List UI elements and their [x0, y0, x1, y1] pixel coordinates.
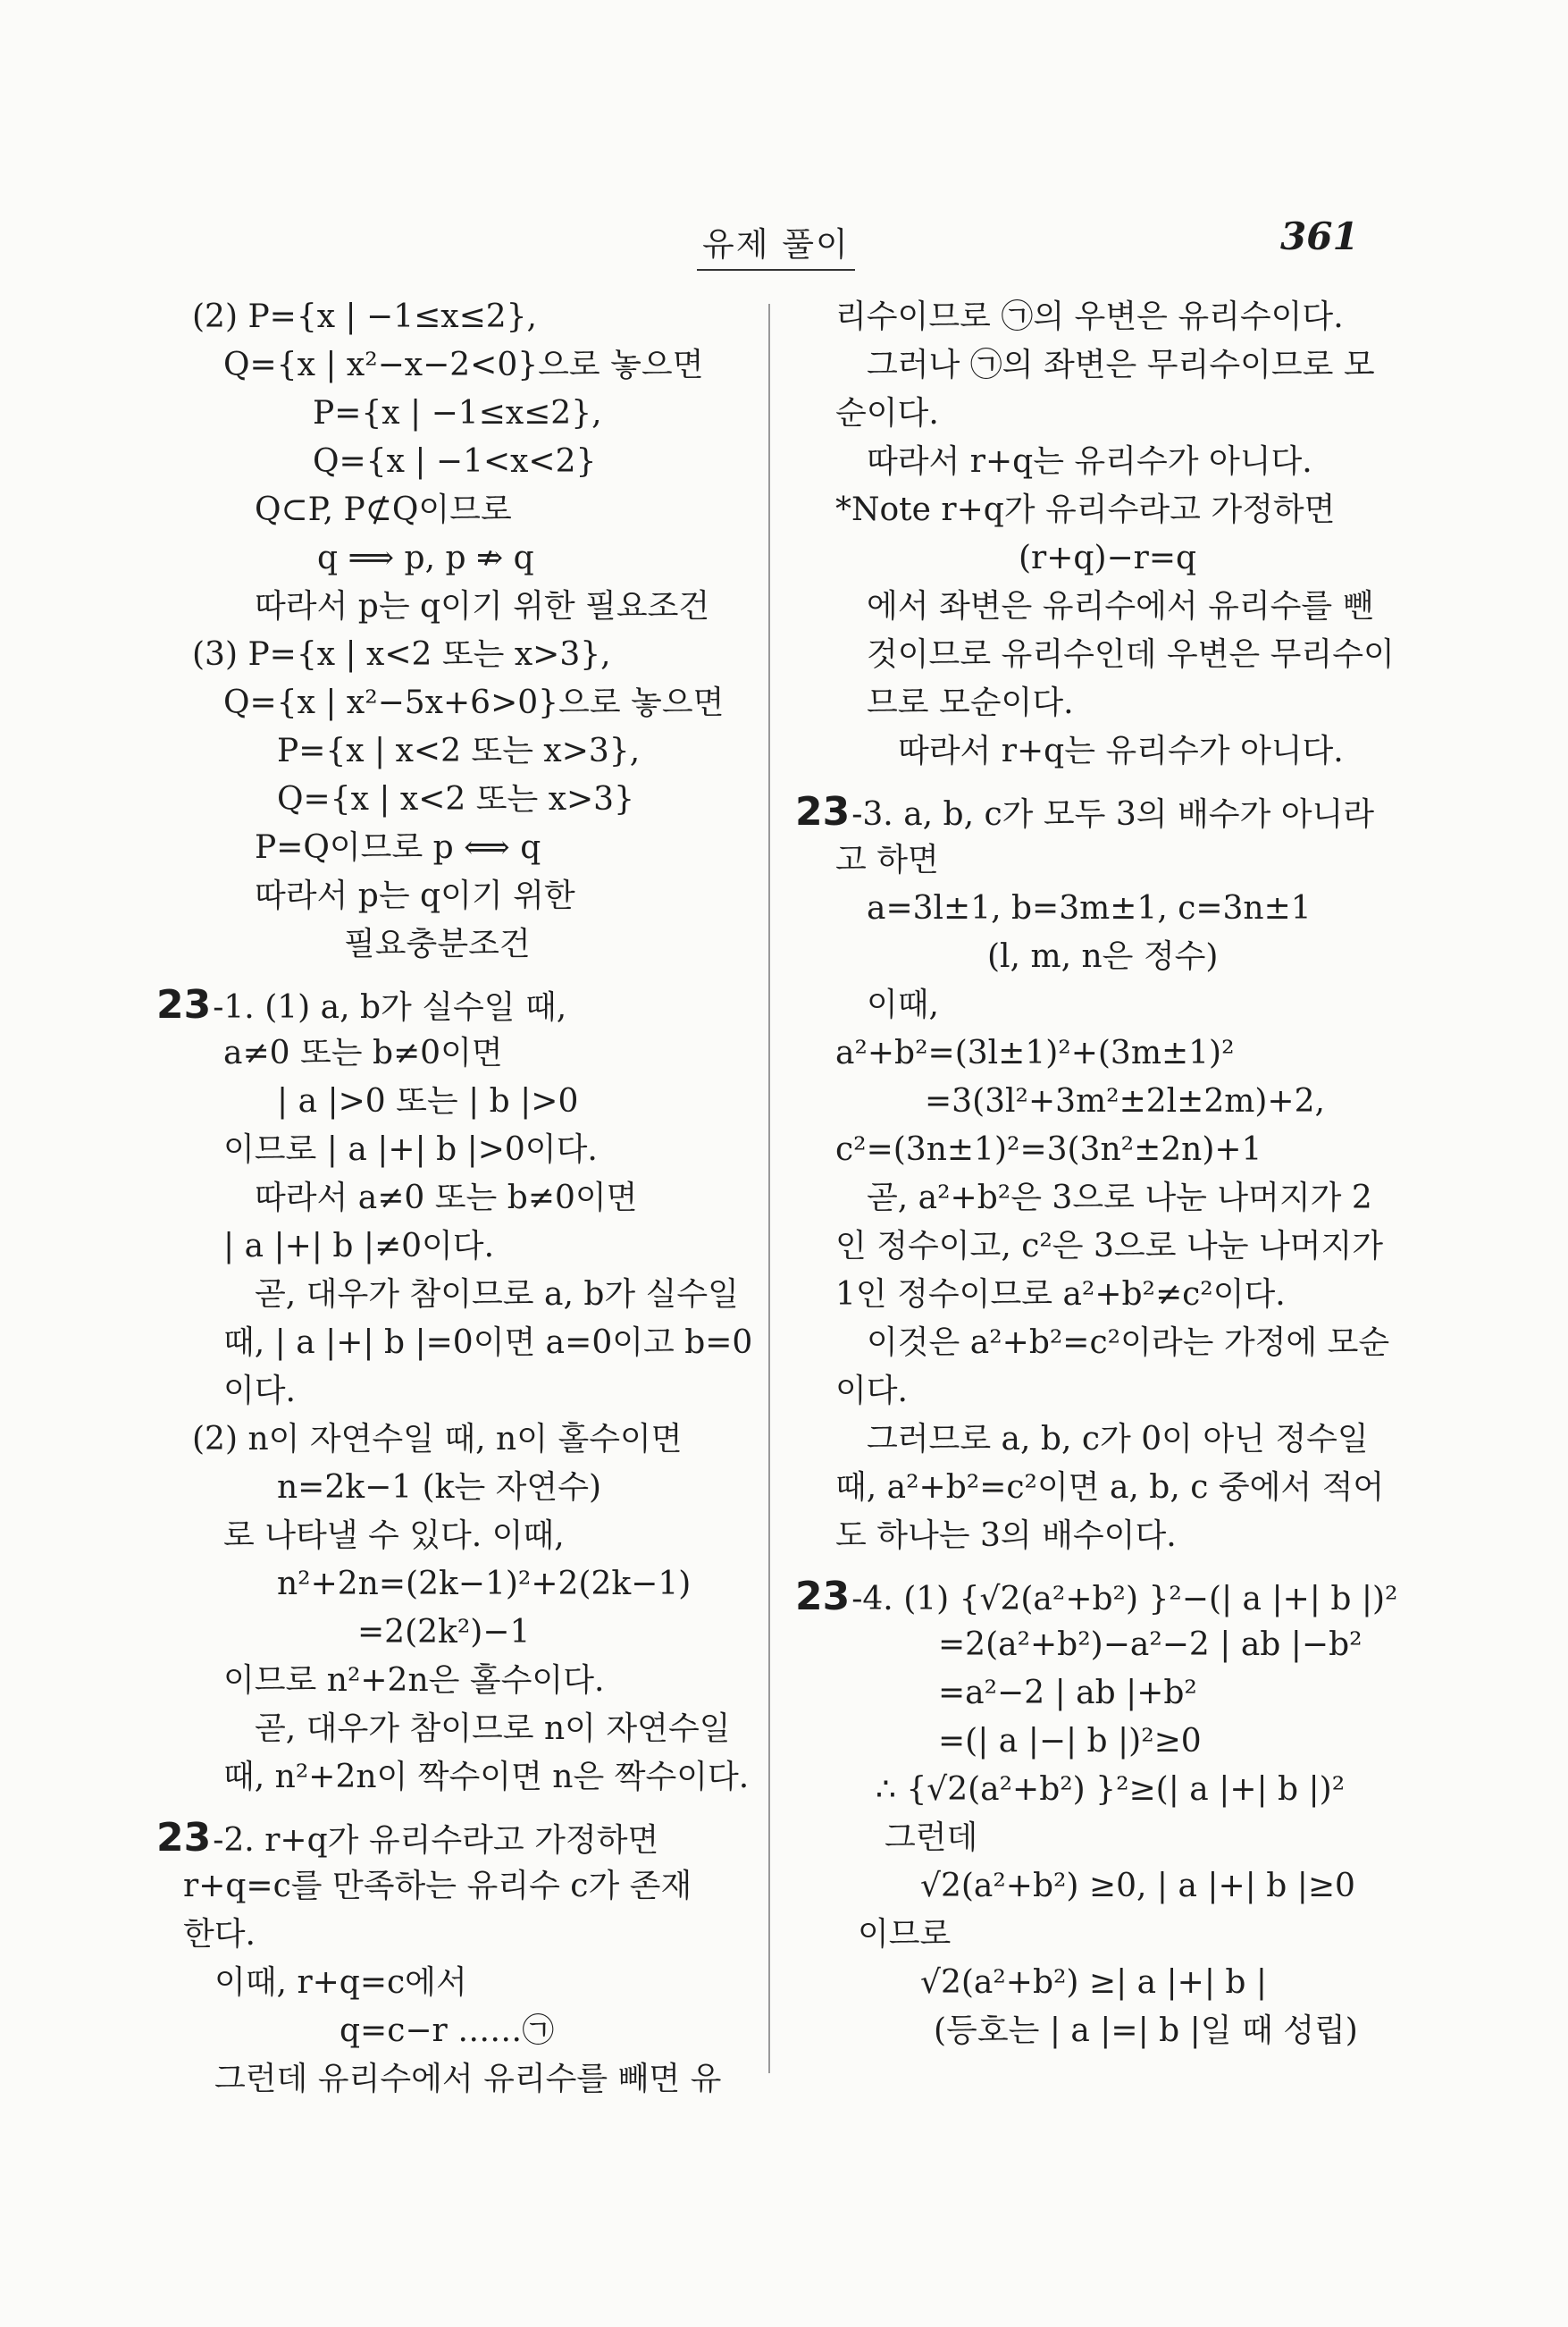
- text-line: [156, 727, 750, 776]
- text-line: [795, 1029, 1394, 1078]
- line-text: 그런데: [885, 1819, 978, 1856]
- text-line: [795, 1862, 1394, 1911]
- text-line: [795, 679, 1394, 727]
- text-line: [156, 1560, 750, 1609]
- text-line: [156, 1609, 750, 1657]
- line-text: q ⟹ p, p ⇏ q: [317, 540, 534, 576]
- right-column: [795, 293, 1398, 2055]
- line-text: (2) n이 자연수일 때, n이 홀수이면: [192, 1421, 683, 1458]
- text-line: [156, 1222, 750, 1271]
- line-text: 로 나타낼 수 있다. 이때,: [223, 1517, 565, 1554]
- text-line: [795, 1959, 1394, 2007]
- line-text: c²=(3n±1)²=3(3n²±2n)+1: [835, 1131, 1262, 1168]
- text-line: [156, 1862, 750, 1911]
- section-gap: [795, 1560, 1394, 1573]
- problem-number: 23: [795, 789, 851, 835]
- text-line: [795, 1621, 1394, 1669]
- text-line: [795, 1512, 1394, 1560]
- text-line: [156, 776, 750, 824]
- line-text: =2(2k²)−1: [357, 1614, 531, 1651]
- line-text: 그러나 ㉠의 좌변은 무리수이므로 모: [867, 347, 1375, 383]
- text-line: [156, 679, 750, 727]
- text-line: [795, 631, 1394, 679]
- text-line: [795, 293, 1394, 341]
- text-line: [795, 1416, 1394, 1464]
- text-line: [795, 341, 1394, 390]
- section-gap: [156, 969, 750, 981]
- line-text: 한다.: [183, 1916, 256, 1953]
- line-text: (2) P={x | −1≤x≤2},: [192, 298, 537, 335]
- text-line: [156, 2007, 750, 2055]
- text-line: [156, 534, 750, 583]
- line-text: 따라서 p는 q이기 위한 필요조건: [255, 588, 710, 625]
- line-text: √2(a²+b²) ≥| a |+| b |: [920, 1964, 1268, 2001]
- text-line: [795, 1078, 1394, 1126]
- line-text: a²+b²=(3l±1)²+(3m±1)²: [835, 1035, 1235, 1071]
- line-text: 것이므로 유리수인데 우변은 무리수이: [867, 636, 1395, 673]
- line-text: =3(3l²+3m²±2l±2m)+2,: [925, 1083, 1325, 1120]
- line-text: 순이다.: [835, 395, 939, 432]
- text-line: [795, 1766, 1394, 1814]
- line-text: r+q=c를 만족하는 유리수 c가 존재: [183, 1868, 692, 1904]
- text-line: [795, 1814, 1394, 1862]
- line-text: 도 하나는 3의 배수이다.: [835, 1517, 1177, 1554]
- text-line: [795, 390, 1394, 438]
- text-line: [795, 1367, 1394, 1416]
- text-line: [156, 486, 750, 534]
- text-line: [795, 1319, 1394, 1367]
- text-line: [156, 2055, 750, 2104]
- line-text: (l, m, n은 정수): [987, 938, 1219, 975]
- line-text: (등호는 | a |=| b |일 때 성립): [934, 2012, 1358, 2049]
- text-line: [156, 1367, 750, 1416]
- line-text: 때, n²+2n이 짝수이면 n은 짝수이다.: [223, 1759, 750, 1795]
- line-text: 때, a²+b²=c²이면 a, b, c 중에서 적어: [835, 1469, 1385, 1506]
- text-line: [795, 1174, 1394, 1222]
- line-text: -2. r+q가 유리수라고 가정하면: [213, 1822, 659, 1859]
- problem-number: 23: [156, 982, 212, 1028]
- line-text: 이므로: [858, 1916, 952, 1953]
- problem-heading-line: [795, 788, 1394, 836]
- text-line: [795, 1911, 1394, 1959]
- line-text: 곧, 대우가 참이므로 a, b가 실수일: [255, 1276, 739, 1313]
- line-text: P={x | x<2 또는 x>3},: [277, 733, 641, 769]
- line-text: *Note r+q가 유리수라고 가정하면: [835, 491, 1336, 528]
- problem-number: 23: [795, 1574, 851, 1619]
- text-line: [795, 1222, 1394, 1271]
- line-text: 이때, r+q=c에서: [214, 1964, 467, 2001]
- left-column: [156, 293, 753, 2104]
- line-text: (r+q)−r=q: [1019, 540, 1197, 576]
- text-line: [156, 824, 750, 872]
- text-line: [795, 933, 1394, 981]
- problem-number: 23: [156, 1815, 212, 1861]
- text-line: [156, 1029, 750, 1078]
- text-line: [156, 583, 750, 631]
- line-text: 고 하면: [835, 842, 939, 878]
- line-text: -1. (1) a, b가 실수일 때,: [213, 989, 567, 1026]
- line-text: Q={x | −1<x<2}: [313, 443, 597, 480]
- text-line: [156, 293, 750, 341]
- text-line: [156, 1271, 750, 1319]
- line-text: a=3l±1, b=3m±1, c=3n±1: [867, 890, 1312, 927]
- line-text: q=c−r ……㉠: [340, 2012, 555, 2049]
- text-line: [795, 2007, 1394, 2055]
- text-line: [156, 1705, 750, 1753]
- line-text: (3) P={x | x<2 또는 x>3},: [192, 636, 611, 673]
- text-line: [795, 885, 1394, 933]
- line-text: 에서 좌변은 유리수에서 유리수를 뺀: [867, 588, 1374, 625]
- line-text: P={x | −1≤x≤2},: [313, 395, 602, 432]
- problem-heading-line: [795, 1573, 1398, 1621]
- page-header-title: 유제 풀이: [697, 217, 855, 271]
- page-number: 361: [1280, 214, 1359, 258]
- text-line: [156, 341, 750, 390]
- line-text: Q⊂P, P⊄Q이므로: [255, 491, 512, 528]
- text-line: [795, 486, 1394, 534]
- problem-heading-line: [156, 981, 750, 1029]
- text-line: [156, 1416, 750, 1464]
- column-divider: [768, 304, 770, 2073]
- text-line: [795, 1669, 1394, 1718]
- line-text: 이므로 | a |+| b |>0이다.: [223, 1131, 598, 1168]
- text-line: [156, 1753, 750, 1802]
- line-text: 리수이므로 ㉠의 우변은 유리수이다.: [835, 298, 1344, 335]
- text-line: [795, 583, 1394, 631]
- section-gap: [156, 1802, 750, 1814]
- line-text: Q={x | x<2 또는 x>3}: [277, 781, 634, 818]
- text-line: [156, 1319, 753, 1367]
- text-line: [795, 727, 1394, 776]
- text-line: [156, 1464, 750, 1512]
- text-line: [156, 631, 750, 679]
- text-line: [795, 836, 1394, 885]
- text-line: [156, 1126, 750, 1174]
- line-text: 곧, 대우가 참이므로 n이 자연수일: [255, 1710, 731, 1747]
- text-line: [156, 920, 750, 969]
- line-text: =2(a²+b²)−a²−2 | ab |−b²: [938, 1626, 1363, 1663]
- line-text: 이것은 a²+b²=c²이라는 가정에 모순: [867, 1324, 1390, 1361]
- text-line: [156, 1512, 750, 1560]
- line-text: ∴ {√2(a²+b²) }²≥(| a |+| b |)²: [876, 1771, 1346, 1808]
- line-text: n²+2n=(2k−1)²+2(2k−1): [277, 1566, 692, 1602]
- text-line: [795, 1464, 1394, 1512]
- text-line: [795, 1271, 1394, 1319]
- line-text: Q={x | x²−5x+6>0}으로 놓으면: [223, 685, 725, 721]
- text-line: [795, 1126, 1394, 1174]
- text-line: [156, 1959, 750, 2007]
- line-text: n=2k−1 (k는 자연수): [277, 1469, 602, 1506]
- section-gap: [795, 776, 1394, 788]
- line-text: 따라서 r+q는 유리수가 아니다.: [867, 443, 1312, 480]
- text-line: [795, 438, 1394, 486]
- text-line: [156, 872, 750, 920]
- line-text: 이때,: [867, 987, 939, 1023]
- text-line: [156, 1174, 750, 1222]
- line-text: 이다.: [835, 1373, 908, 1409]
- line-text: 곧, a²+b²은 3으로 나눈 나머지가 2: [867, 1180, 1372, 1216]
- line-text: a≠0 또는 b≠0이면: [223, 1035, 503, 1071]
- line-text: | a |>0 또는 | b |>0: [277, 1083, 579, 1120]
- line-text: 인 정수이고, c²은 3으로 나눈 나머지가: [835, 1228, 1384, 1264]
- line-text: 그런데 유리수에서 유리수를 빼면 유: [214, 2061, 722, 2097]
- line-text: Q={x | x²−x−2<0}으로 놓으면: [223, 347, 704, 383]
- line-text: 므로 모순이다.: [867, 685, 1074, 721]
- text-line: [156, 1078, 750, 1126]
- line-text: | a |+| b |≠0이다.: [223, 1228, 495, 1264]
- text-line: [156, 390, 750, 438]
- line-text: =(| a |−| b |)²≥0: [938, 1723, 1202, 1760]
- line-text: -4. (1) {√2(a²+b²) }²−(| a |+| b |)²: [851, 1581, 1398, 1617]
- line-text: =a²−2 | ab |+b²: [938, 1675, 1197, 1711]
- line-text: 그러므로 a, b, c가 0이 아닌 정수일: [867, 1421, 1369, 1458]
- line-text: P=Q이므로 p ⟺ q: [255, 829, 541, 866]
- line-text: 필요충분조건: [344, 926, 531, 962]
- line-text: -3. a, b, c가 모두 3의 배수가 아니라: [851, 796, 1375, 833]
- line-text: 따라서 p는 q이기 위한: [255, 878, 575, 914]
- problem-heading-line: [156, 1814, 750, 1862]
- text-line: [795, 534, 1394, 583]
- line-text: 따라서 a≠0 또는 b≠0이면: [255, 1180, 638, 1216]
- line-text: 이다.: [223, 1373, 296, 1409]
- line-text: 때, | a |+| b |=0이면 a=0이고 b=0: [223, 1324, 753, 1361]
- line-text: 이므로 n²+2n은 홀수이다.: [223, 1662, 605, 1699]
- text-line: [156, 1657, 750, 1705]
- text-line: [156, 438, 750, 486]
- line-text: 따라서 r+q는 유리수가 아니다.: [898, 733, 1344, 769]
- text-line: [156, 1911, 750, 1959]
- text-line: [795, 981, 1394, 1029]
- line-text: 1인 정수이므로 a²+b²≠c²이다.: [835, 1276, 1286, 1313]
- text-line: [795, 1718, 1394, 1766]
- line-text: √2(a²+b²) ≥0, | a |+| b |≥0: [920, 1868, 1355, 1904]
